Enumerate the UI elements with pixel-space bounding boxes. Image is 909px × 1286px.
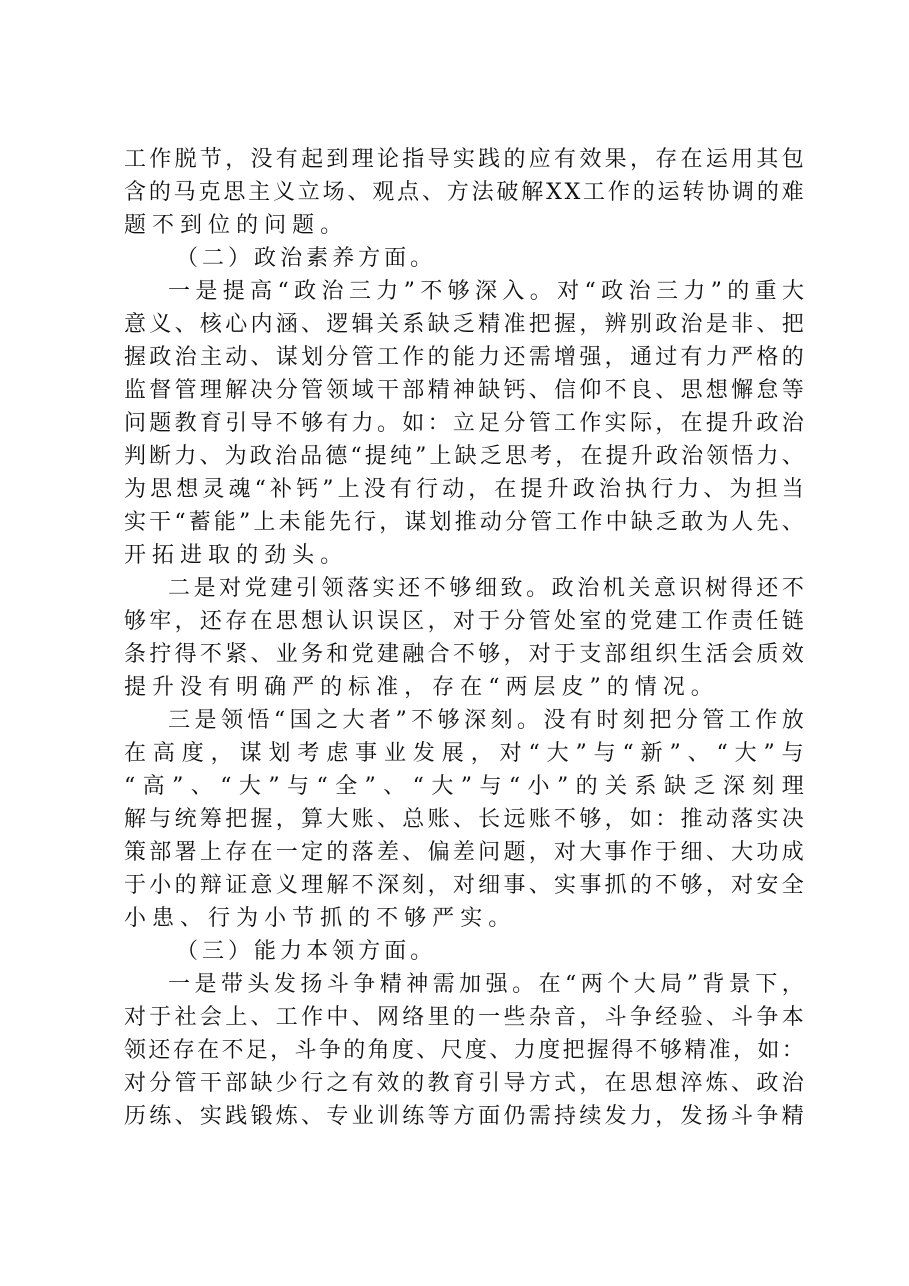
text-line: 判 断 力 、 为 政 治 品 德 “ 提 纯 ” 上 缺 乏 思 考 ， 在 提 升 政 治 领 悟 力 、	[124, 444, 804, 469]
text-line: 在 高 度 ， 谋 划 考 虑 事 业 发 展 ， 对 “ 大 ” 与 “ 新 ” 、 “ 大 ” 与	[124, 741, 804, 766]
text-line: “ 高 ” 、 “ 大 ” 与 “ 全 ” 、 “ 大 ” 与 “ 小 ” 的 关 系 缺 乏 深 刻 理	[124, 774, 804, 799]
text-line: 握 政 治 主 动 、 谋 划 分 管 工 作 的 能 力 还 需 增 强 ， 通 过 有 力 严 格 的	[124, 345, 804, 370]
text-line: 策 部 署 上 存 在 一 定 的 落 差 、 偏 差 问 题 ， 对 大 事 作 于 细 、 大 功 成	[124, 840, 804, 865]
text-line: 对 于 社 会 上 、 工 作 中 、 网 络 里 的 一 些 杂 音 ， 斗 争 经 验 、 斗 争 本	[124, 1005, 804, 1030]
text-line: 领 还 存 在 不 足 ， 斗 争 的 角 度 、 尺 度 、 力 度 把 握 得 不 够 精 准 ， 如 ：	[124, 1038, 804, 1063]
text-line: 二 是 对 党 建 引 领 落 实 还 不 够 细 致 。 政 治 机 关 意 识 树 得 还 不	[168, 576, 804, 601]
text-line: 一 是 带 头 发 扬 斗 争 精 神 需 加 强 。 在 “ 两 个 大 局 ” 背 景 下 ，	[168, 972, 804, 997]
text-line: 历 练 、 实 践 锻 炼 、 专 业 训 练 等 方 面 仍 需 持 续 发 力 ， 发 扬 斗 争 精	[124, 1104, 804, 1129]
text-line: 三 是 领 悟 “ 国 之 大 者 ” 不 够 深 刻 。 没 有 时 刻 把 分 管 工 作 放	[168, 708, 804, 733]
section-heading: （ 二 ） 政 治 素 养 方 面 。	[176, 246, 433, 271]
section-heading: （ 三 ） 能 力 本 领 方 面 。	[176, 939, 433, 964]
text-line: 监 督 管 理 解 决 分 管 领 域 干 部 精 神 缺 钙 、 信 仰 不 良 、 思 想 懈 怠 等	[124, 378, 804, 403]
text-line: 对 分 管 干 部 缺 少 行 之 有 效 的 教 育 引 导 方 式 ， 在 思 想 淬 炼 、 政 治	[124, 1071, 804, 1096]
text-line: 提 升 没 有 明 确 严 的 标 准 ， 存 在 “ 两 层 皮 ” 的 情 况 。	[124, 675, 713, 700]
text-line: 于 小 的 辩 证 意 义 理 解 不 深 刻 ， 对 细 事 、 实 事 抓 的 不 够 ， 对 安 全	[124, 873, 804, 898]
text-line: 工 作 脱 节 ， 没 有 起 到 理 论 指 导 实 践 的 应 有 效 果 ， 存 在 运 用 其 包	[124, 147, 804, 172]
text-line: 条 拧 得 不 紧 、 业 务 和 党 建 融 合 不 够 ， 对 于 支 部 组 织 生 活 会 质 效	[124, 642, 804, 667]
text-line: 含 的 马 克 思 主 义 立 场 、 观 点 、 方 法 破 解 X X 工 作 的 运 转 协 调 的 难	[124, 180, 804, 205]
text-line: 问 题 教 育 引 导 不 够 有 力 。 如 ： 立 足 分 管 工 作 实 际 ， 在 提 升 政 治	[124, 411, 804, 436]
text-line: 小 患 、 行 为 小 节 抓 的 不 够 严 实 。	[124, 906, 511, 931]
text-line: 为 思 想 灵 魂 “ 补 钙 ” 上 没 有 行 动 ， 在 提 升 政 治 执 行 力 、 为 担 当	[124, 477, 804, 502]
text-line: 够 牢 ， 还 存 在 思 想 认 识 误 区 ， 对 于 分 管 处 室 的 党 建 工 作 责 任 链	[124, 609, 804, 634]
document-page	[124, 143, 804, 1133]
text-line: 解 与 统 筹 把 握 ， 算 大 账 、 总 账 、 长 远 账 不 够 ， 如 ： 推 动 落 实 决	[124, 807, 804, 832]
text-line: 题 不 到 位 的 问 题 。	[124, 213, 343, 238]
text-line: 一 是 提 高 “ 政 治 三 力 ” 不 够 深 入 。 对 “ 政 治 三 力 ” 的 重 大	[168, 279, 804, 304]
text-line: 实 干 “ 蓄 能 ” 上 未 能 先 行 ， 谋 划 推 动 分 管 工 作 中 缺 乏 敢 为 人 先 、	[124, 510, 804, 535]
text-line: 意 义 、 核 心 内 涵 、 逻 辑 关 系 缺 乏 精 准 把 握 ， 辨 别 政 治 是 非 、 把	[124, 312, 804, 337]
text-line: 开 拓 进 取 的 劲 头 。	[124, 543, 343, 568]
